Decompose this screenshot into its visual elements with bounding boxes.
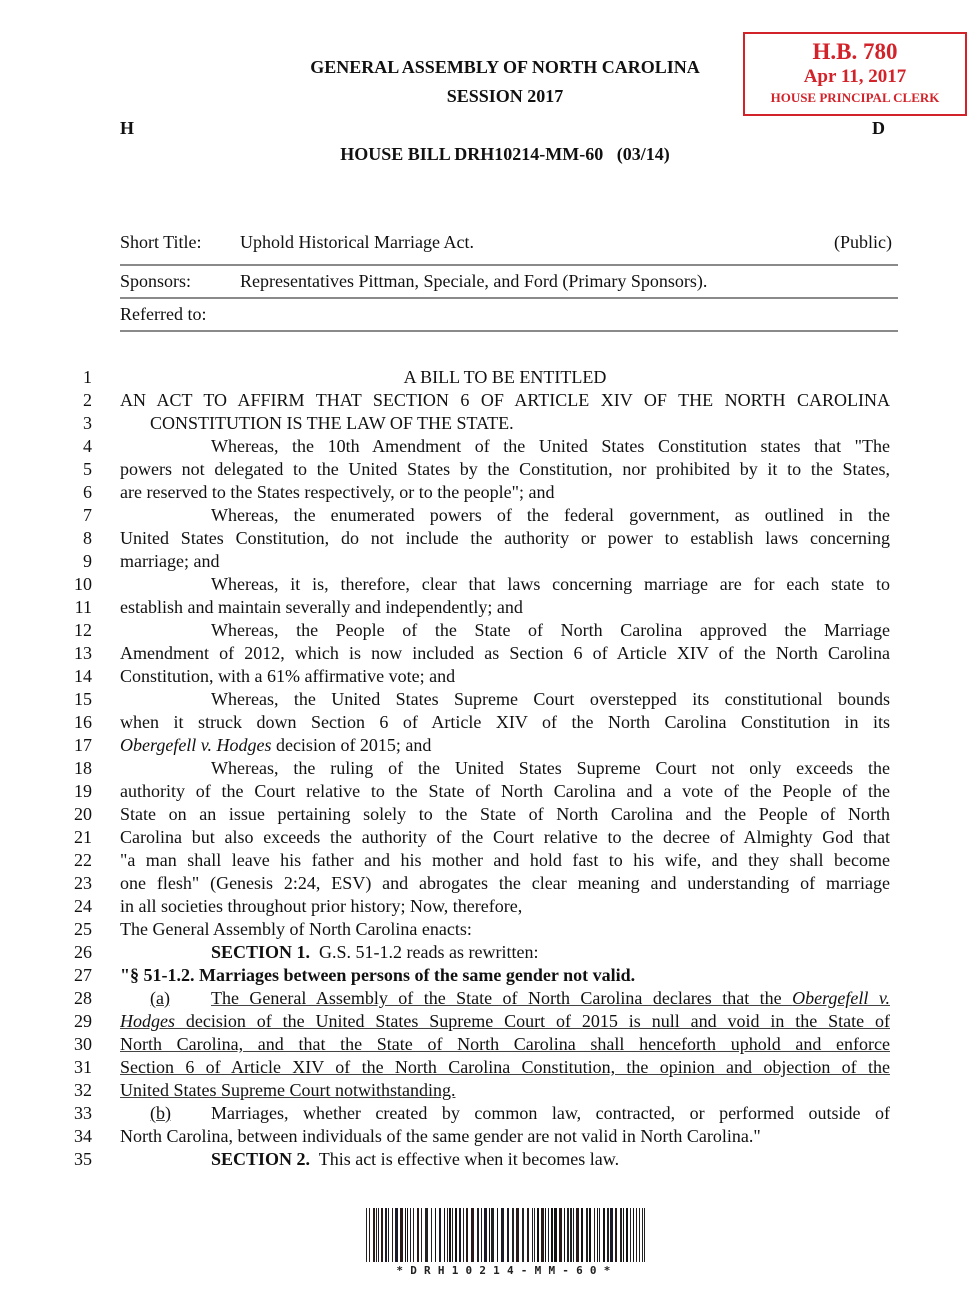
text-segment: United States Constitution, do not include the authority or power to establish laws concerning xyxy=(120,528,890,548)
sponsors-label: Sponsors: xyxy=(120,271,192,291)
line-number: 18 xyxy=(74,758,92,778)
text-segment: Whereas, the People of the State of North Carolina approved the Marriage xyxy=(211,620,890,640)
line-text xyxy=(120,1079,890,1102)
text-segment: Whereas, the ruling of the United States Supreme Court not only exceeds the xyxy=(211,758,890,778)
line-text xyxy=(120,481,890,504)
barcode-bar xyxy=(477,1208,479,1262)
barcode-bar xyxy=(392,1208,393,1262)
text-segment: North Carolina, between individuals of the same gender are not valid in North Carolina." xyxy=(120,1126,761,1146)
bill-line xyxy=(0,412,980,435)
text-segment: North Carolina, and that the State of North Carolina shall henceforth uphold and enforce xyxy=(120,1034,890,1054)
text-segment: Constitution, with a 61% affirmative vote; and xyxy=(120,666,456,686)
barcode-bar xyxy=(491,1208,494,1262)
text-segment: decision of 2015; and xyxy=(271,735,432,755)
case-name: Hodges xyxy=(120,1011,175,1031)
stamp-bill-number: H.B. 780 xyxy=(812,39,898,64)
line-number: 10 xyxy=(74,574,92,594)
barcode-bar xyxy=(620,1208,622,1262)
barcode-bar xyxy=(567,1208,569,1262)
referred-label: Referred to: xyxy=(120,304,207,324)
bill-line xyxy=(0,895,980,918)
line-number: 30 xyxy=(74,1034,92,1054)
barcode-bar xyxy=(626,1208,628,1262)
bill-line xyxy=(0,1010,980,1033)
line-number: 2 xyxy=(83,390,92,410)
line-text xyxy=(211,573,890,596)
line-text xyxy=(120,895,890,918)
text-segment: G.S. 51-1.2 reads as rewritten: xyxy=(310,942,539,962)
line-number: 19 xyxy=(74,781,92,801)
bill-line xyxy=(0,780,980,803)
barcode-bar xyxy=(410,1208,411,1262)
bill-line xyxy=(0,849,980,872)
barcode-bar xyxy=(527,1208,529,1262)
barcode-bar xyxy=(452,1208,453,1262)
bill-line xyxy=(0,987,980,1010)
line-text xyxy=(120,1056,890,1079)
line-number: 5 xyxy=(83,459,92,479)
barcode-bar xyxy=(484,1208,487,1262)
line-number: 22 xyxy=(74,850,92,870)
line-text xyxy=(211,757,890,780)
line-text xyxy=(120,389,890,412)
sponsors-row xyxy=(120,271,898,305)
line-text xyxy=(211,435,890,458)
barcode-bar xyxy=(366,1208,367,1262)
text-segment: CONSTITUTION IS THE LAW OF THE STATE. xyxy=(150,413,514,433)
bold-text: SECTION 1. xyxy=(211,942,311,962)
divider xyxy=(120,297,898,299)
barcode-bar xyxy=(421,1208,422,1262)
barcode-bar xyxy=(633,1208,634,1262)
line-number: 17 xyxy=(74,735,92,755)
barcode-bar xyxy=(381,1208,383,1262)
subsection-marker: (b) xyxy=(150,1103,171,1123)
bill-line xyxy=(0,803,980,826)
bill-line xyxy=(0,1079,980,1102)
barcode-bar xyxy=(537,1208,539,1262)
line-number: 24 xyxy=(74,896,92,916)
bill-id-heading: HOUSE BILL DRH10214-MM-60 (03/14) xyxy=(340,144,670,164)
bill-line xyxy=(0,458,980,481)
barcode-bar xyxy=(369,1208,370,1262)
line-number: 25 xyxy=(74,919,92,939)
bill-line xyxy=(0,366,980,389)
barcode-bar xyxy=(405,1208,406,1262)
case-name: Obergefell v. Hodges xyxy=(120,735,272,755)
barcode-bar xyxy=(597,1208,598,1262)
line-number: 31 xyxy=(74,1057,92,1077)
barcode-bar xyxy=(507,1208,509,1262)
referred-row xyxy=(120,304,898,338)
text-segment: powers not delegated to the United States by the Constitution, nor prohibited by it to the States, xyxy=(120,459,890,479)
barcode-bar xyxy=(594,1208,595,1262)
line-text xyxy=(120,596,890,619)
line-text xyxy=(211,1102,890,1125)
text-segment: Section 6 of Article XIV of the North Carolina Constitution, the opinion and objection of the xyxy=(120,1057,890,1077)
text-segment: when it struck down Section 6 of Article XIV of the North Carolina Constitution in its xyxy=(120,712,890,732)
bill-line xyxy=(0,642,980,665)
session-heading: SESSION 2017 xyxy=(446,86,564,106)
barcode-bar xyxy=(501,1208,504,1262)
bill-line xyxy=(0,527,980,550)
barcode-bar xyxy=(444,1208,445,1262)
barcode-bar xyxy=(644,1208,645,1262)
barcode-bar xyxy=(489,1208,490,1262)
line-text xyxy=(120,803,890,826)
line-number: 7 xyxy=(83,505,92,525)
line-text xyxy=(120,1033,890,1056)
chamber-letter: H xyxy=(120,118,135,138)
line-number: 35 xyxy=(74,1149,92,1169)
barcode-icon xyxy=(366,1208,648,1262)
line-text xyxy=(150,412,890,435)
bill-line xyxy=(0,389,980,412)
barcode-bar xyxy=(541,1208,544,1262)
bill-line xyxy=(0,1056,980,1079)
barcode-text: *DRH10214-MM-60* xyxy=(396,1264,618,1277)
barcode-bar xyxy=(636,1208,637,1262)
barcode-bar xyxy=(388,1208,389,1262)
barcode-bar xyxy=(459,1208,461,1262)
classification: (Public) xyxy=(834,232,892,252)
text-segment: Whereas, it is, therefore, clear that laws concerning marriage are for each state to xyxy=(211,574,890,594)
text-segment: in all societies throughout prior history; Now, therefore, xyxy=(120,896,523,916)
bill-line xyxy=(0,688,980,711)
line-text xyxy=(120,1125,890,1148)
stamp-date: Apr 11, 2017 xyxy=(803,66,907,87)
bill-line xyxy=(0,573,980,596)
line-text xyxy=(211,1148,890,1171)
line-number: 29 xyxy=(74,1011,92,1031)
line-text xyxy=(211,619,890,642)
sponsors-value: Representatives Pittman, Speciale, and Ford (Primary Sponsors). xyxy=(240,271,708,291)
line-number: 21 xyxy=(74,827,92,847)
barcode-bar xyxy=(449,1208,451,1262)
line-number: 1 xyxy=(83,367,92,387)
line-number: 15 xyxy=(74,689,92,709)
line-number: 32 xyxy=(74,1080,92,1100)
text-segment: Carolina but also exceeds the authority of the Court relative to the decree of Almighty God that xyxy=(120,827,890,847)
barcode-bar xyxy=(512,1208,514,1262)
text-segment: This act is effective when it becomes law. xyxy=(310,1149,620,1169)
barcode-bar xyxy=(603,1208,605,1262)
barcode-bar xyxy=(516,1208,519,1262)
line-text xyxy=(120,711,890,734)
assembly-heading: GENERAL ASSEMBLY OF NORTH CAROLINA xyxy=(310,57,700,77)
line-number: 13 xyxy=(74,643,92,663)
barcode-bar xyxy=(407,1208,408,1262)
bill-line xyxy=(0,734,980,757)
barcode-bar xyxy=(615,1208,617,1262)
barcode-bar xyxy=(400,1208,403,1262)
bill-line xyxy=(0,1148,980,1171)
text-segment: The General Assembly of North Carolina enacts: xyxy=(120,919,472,939)
barcode-bar xyxy=(586,1208,588,1262)
bill-line xyxy=(0,711,980,734)
bill-line xyxy=(0,665,980,688)
text-segment: marriage; and xyxy=(120,551,220,571)
line-text xyxy=(120,849,890,872)
line-text xyxy=(120,366,890,389)
line-text xyxy=(211,504,890,527)
barcode-bar xyxy=(373,1208,375,1262)
barcode-bar xyxy=(559,1208,562,1262)
case-name: Obergefell v. xyxy=(792,988,890,1008)
barcode-bar xyxy=(532,1208,533,1262)
line-number: 9 xyxy=(83,551,92,571)
barcode-bar xyxy=(466,1208,468,1262)
barcode-bar xyxy=(497,1208,498,1262)
bill-line xyxy=(0,619,980,642)
bill-line xyxy=(0,872,980,895)
text-segment: State on an issue pertaining solely to the State of North Carolina and the People of North xyxy=(120,804,890,824)
bill-line xyxy=(0,1033,980,1056)
bold-text: SECTION 2. xyxy=(211,1149,311,1169)
short-title-label: Short Title: xyxy=(120,232,202,252)
barcode-bar xyxy=(413,1208,414,1262)
barcode-bar xyxy=(417,1208,419,1262)
barcode-bar xyxy=(551,1208,553,1262)
line-text xyxy=(120,872,890,895)
text-segment: A BILL TO BE ENTITLED xyxy=(403,367,607,387)
line-text xyxy=(120,642,890,665)
barcode-bar xyxy=(455,1208,457,1262)
line-number: 26 xyxy=(74,942,92,962)
bill-line xyxy=(0,504,980,527)
barcode-bar xyxy=(573,1208,574,1262)
line-text xyxy=(211,941,890,964)
barcode-bar xyxy=(589,1208,591,1262)
bill-line xyxy=(0,1102,980,1125)
barcode-bar xyxy=(623,1208,624,1262)
barcode-bar xyxy=(471,1208,474,1262)
bill-line xyxy=(0,1125,980,1148)
text-segment: decision of the United States Supreme Court of 2015 is null and void in the State of xyxy=(175,1011,890,1031)
line-text xyxy=(211,688,890,711)
bill-line xyxy=(0,481,980,504)
line-number: 33 xyxy=(74,1103,92,1123)
line-number: 34 xyxy=(74,1126,92,1146)
line-number: 27 xyxy=(74,965,92,985)
text-segment: authority of the Court relative to the State of North Carolina and a vote of the People of the xyxy=(120,781,890,801)
barcode-bar xyxy=(522,1208,524,1262)
line-text xyxy=(120,665,890,688)
barcode-bar xyxy=(599,1208,600,1262)
line-text xyxy=(120,826,890,849)
line-text xyxy=(120,550,890,573)
line-number: 3 xyxy=(83,413,92,433)
line-number: 28 xyxy=(74,988,92,1008)
short-title-row xyxy=(120,232,898,266)
barcode-bar xyxy=(554,1208,557,1262)
line-number: 11 xyxy=(74,597,92,617)
line-number: 4 xyxy=(83,436,92,456)
divider xyxy=(120,264,898,266)
barcode-bar xyxy=(581,1208,583,1262)
barcode-bar xyxy=(447,1208,448,1262)
text-segment: The General Assembly of the State of North Carolina declares that the xyxy=(211,988,793,1008)
line-text xyxy=(120,964,890,987)
line-number: 20 xyxy=(74,804,92,824)
bill-line xyxy=(0,964,980,987)
text-segment: Amendment of 2012, which is now included as Section 6 of Article XIV of the North Carolina xyxy=(120,643,890,663)
barcode-bar xyxy=(439,1208,441,1262)
bill-line xyxy=(0,596,980,619)
text-segment: AN ACT TO AFFIRM THAT SECTION 6 OF ARTICLE XIV OF THE NORTH CAROLINA xyxy=(120,390,890,410)
text-segment: "a man shall leave his father and his mother and hold fast to his wife, and they shall become xyxy=(120,850,890,870)
barcode-bar xyxy=(431,1208,432,1262)
barcode-bar xyxy=(630,1208,631,1262)
bill-line xyxy=(0,757,980,780)
text-segment: Whereas, the enumerated powers of the federal government, as outlined in the xyxy=(211,505,890,525)
barcode-bar xyxy=(376,1208,377,1262)
line-number: 12 xyxy=(74,620,92,640)
line-text xyxy=(211,987,890,1010)
barcode-bar xyxy=(576,1208,579,1262)
barcode-bar xyxy=(607,1208,609,1262)
text-segment: establish and maintain severally and independently; and xyxy=(120,597,523,617)
barcode-bar xyxy=(639,1208,640,1262)
text-segment: Whereas, the 10th Amendment of the United States Constitution states that "The xyxy=(211,436,890,456)
text-segment: Marriages, whether created by common law, contracted, or performed outside of xyxy=(211,1103,890,1123)
barcode-bar xyxy=(610,1208,613,1262)
draft-letter: D xyxy=(872,118,885,138)
barcode-bar xyxy=(395,1208,398,1262)
text-segment: Whereas, the United States Supreme Court overstepped its constitutional bounds xyxy=(211,689,890,709)
barcode-bar xyxy=(463,1208,464,1262)
barcode-bar xyxy=(385,1208,387,1262)
barcode-bar xyxy=(534,1208,535,1262)
line-number: 23 xyxy=(74,873,92,893)
line-text xyxy=(120,527,890,550)
bill-line xyxy=(0,550,980,573)
line-text xyxy=(120,1010,890,1033)
stamp-office: HOUSE PRINCIPAL CLERK xyxy=(770,90,940,105)
text-segment: are reserved to the States respectively, or to the people"; and xyxy=(120,482,555,502)
bill-line xyxy=(0,435,980,458)
line-number: 14 xyxy=(74,666,92,686)
line-text xyxy=(120,734,890,757)
divider xyxy=(120,330,898,332)
barcode-bar xyxy=(425,1208,428,1262)
barcode-bar xyxy=(378,1208,379,1262)
bill-line xyxy=(0,941,980,964)
line-text xyxy=(120,458,890,481)
text-segment: United States Supreme Court notwithstanding. xyxy=(120,1080,456,1100)
bill-line xyxy=(0,918,980,941)
barcode-bar xyxy=(481,1208,482,1262)
line-number: 16 xyxy=(74,712,92,732)
barcode-bar xyxy=(545,1208,546,1262)
barcode-bar xyxy=(570,1208,572,1262)
barcode-bar xyxy=(548,1208,549,1262)
subsection-marker: (a) xyxy=(150,988,170,1008)
line-number: 8 xyxy=(83,528,92,548)
clerk-stamp xyxy=(743,32,967,116)
line-text xyxy=(120,918,890,941)
barcode-bar xyxy=(564,1208,565,1262)
barcode-bar xyxy=(642,1208,643,1262)
short-title-value: Uphold Historical Marriage Act. xyxy=(240,232,474,252)
text-segment: one flesh" (Genesis 2:24, ESV) and abrogates the clear meaning and understanding of marriage xyxy=(120,873,890,893)
line-number: 6 xyxy=(83,482,92,502)
bold-text: "§ 51-1.2. Marriages between persons of the same gender not valid. xyxy=(120,965,636,985)
line-text xyxy=(120,780,890,803)
bill-line xyxy=(0,826,980,849)
barcode-bar xyxy=(435,1208,436,1262)
